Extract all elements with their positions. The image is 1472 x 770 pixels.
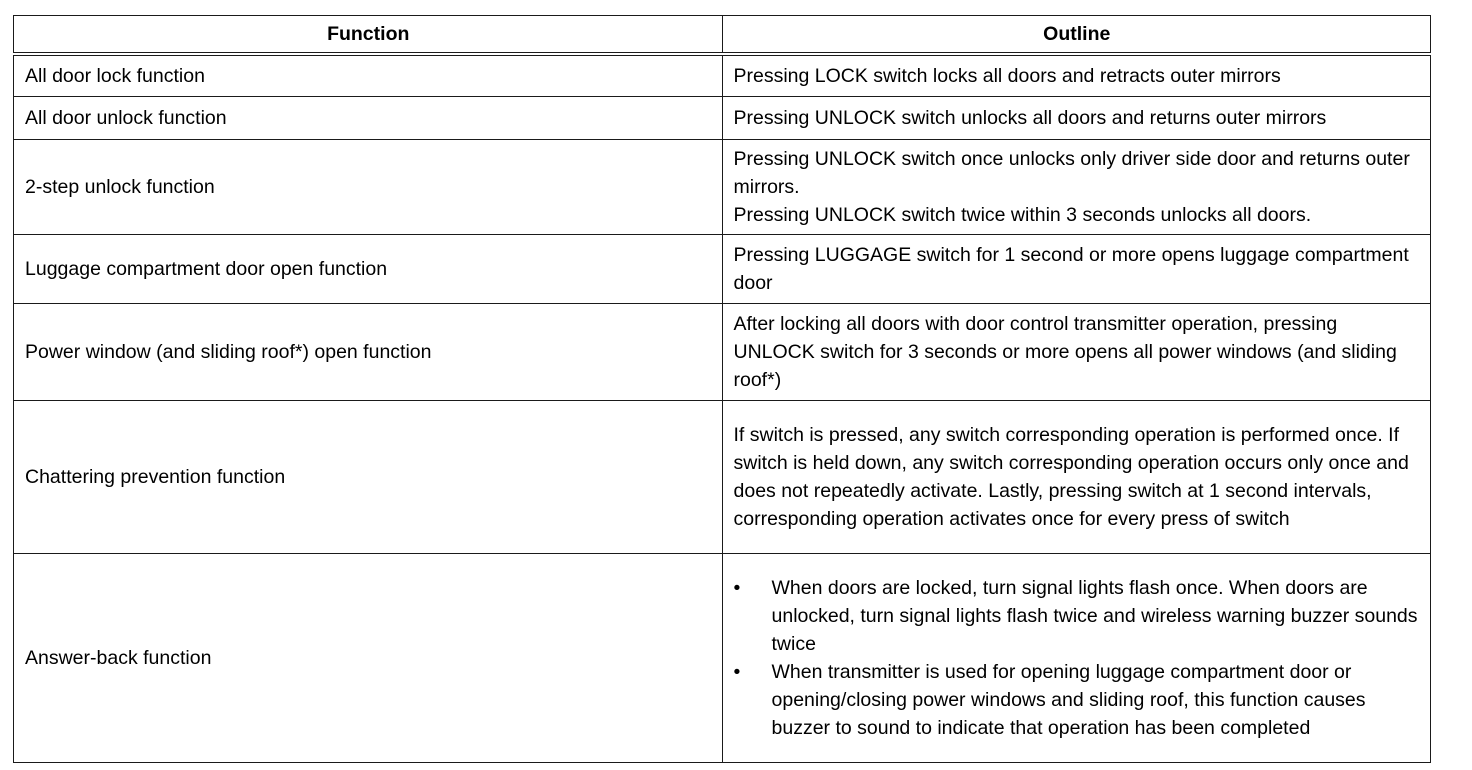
- table-row: [14, 140, 1431, 235]
- table-row: [14, 97, 1431, 140]
- header-outline: Outline: [722, 16, 1431, 55]
- outline-cell: [722, 554, 1431, 763]
- bullet-text: When doors are locked, turn signal lights flash once. When doors are unlocked, turn signal lights flash twice and wireless warning buzzer sounds twice: [771, 577, 1418, 655]
- function-cell: Power window (and sliding roof*) open function: [14, 304, 723, 401]
- table-header-row: [14, 16, 1431, 55]
- table-row: [14, 401, 1431, 554]
- function-cell: All door unlock function: [14, 97, 723, 140]
- function-cell: 2-step unlock function: [14, 140, 723, 235]
- outline-cell: [722, 235, 1431, 304]
- outline-cell: [722, 304, 1431, 401]
- outline-text: After locking all doors with door control transmitter operation, pressing UNLOCK switch for 3 seconds or more opens all power windows (and sliding roof*): [733, 313, 1397, 391]
- bullet-text: When transmitter is used for opening luggage compartment door or opening/closing power windows and sliding roof, this function causes buzzer to sound to indicate that operation has been completed: [771, 661, 1366, 739]
- function-cell: All door lock function: [14, 54, 723, 97]
- function-cell: Chattering prevention function: [14, 401, 723, 554]
- bullet-item: [734, 574, 1421, 658]
- function-outline-table: [13, 15, 1431, 763]
- outline-text: Pressing LUGGAGE switch for 1 second or more opens luggage compartment door: [733, 244, 1409, 294]
- bullet-icon: •: [733, 661, 741, 683]
- outline-text: Pressing UNLOCK switch twice within 3 seconds unlocks all doors.: [733, 204, 1312, 226]
- bullet-item: [734, 658, 1421, 742]
- table-row: [14, 235, 1431, 304]
- outline-text: Pressing UNLOCK switch once unlocks only driver side door and returns outer mirrors.: [733, 148, 1410, 198]
- outline-cell: [722, 54, 1431, 97]
- function-cell: Answer-back function: [14, 554, 723, 763]
- table-row: [14, 304, 1431, 401]
- outline-cell: [722, 97, 1431, 140]
- outline-text: Pressing LOCK switch locks all doors and retracts outer mirrors: [733, 65, 1281, 87]
- outline-cell: [722, 401, 1431, 554]
- outline-cell: [722, 140, 1431, 235]
- outline-text: If switch is pressed, any switch corresponding operation is performed once. If switch is held down, any switch corresponding operation occurs only once and does not repeatedly activate. Lastly, pressing switch at 1 second intervals, corresponding operation activates once for every press of switch: [733, 424, 1409, 530]
- table-row: [14, 54, 1431, 97]
- bullet-list: [734, 574, 1421, 742]
- function-cell: Luggage compartment door open function: [14, 235, 723, 304]
- outline-text: Pressing UNLOCK switch unlocks all doors and returns outer mirrors: [733, 107, 1327, 129]
- table-row: [14, 554, 1431, 763]
- bullet-icon: •: [733, 577, 741, 599]
- header-function: Function: [14, 16, 723, 55]
